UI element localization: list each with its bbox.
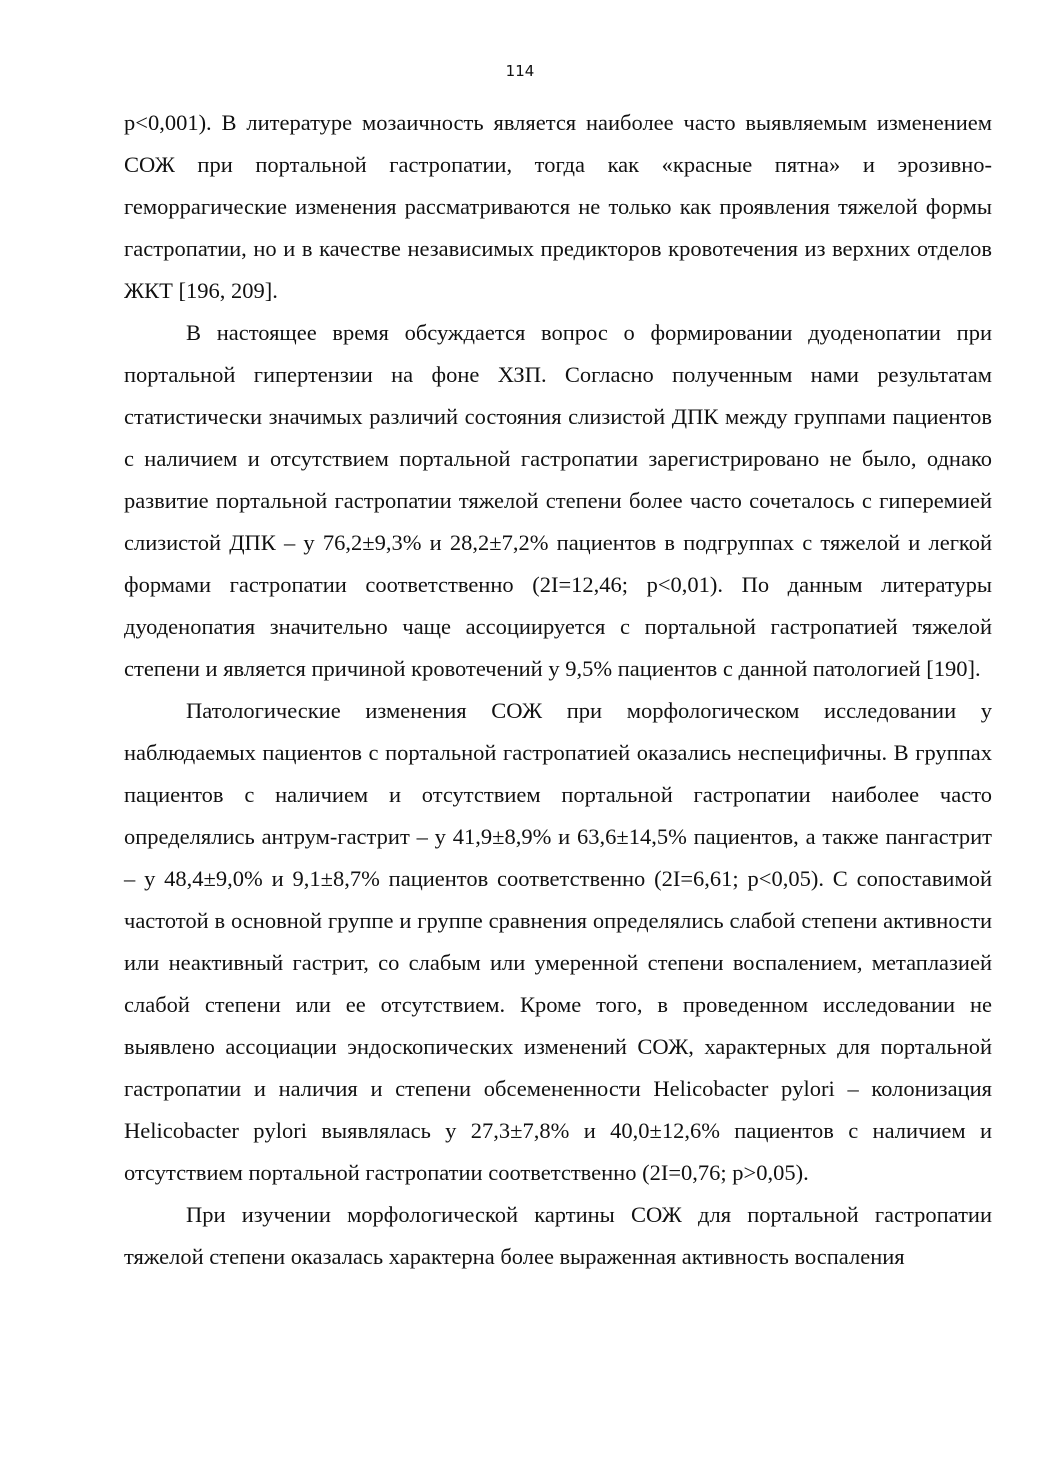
paragraph-1: p<0,001). В литературе мозаичность является наиболее часто выявляемым изменением СОЖ при портальной гастропатии, тогда как «красные пятна» и эрозивно-геморрагические изменения рассматриваются не только как проявления тяжелой формы гастропатии, но и в качестве независимых предикторов кровотечения из верхних отделов ЖКТ [196, 209]. (124, 110, 992, 303)
paragraph-3: Патологические изменения СОЖ при морфологическом исследовании у наблюдаемых пациентов с портальной гастропатией оказались неспецифичны. В группах пациентов с наличием и отсутствием портальной гастропатии наиболее часто определялись антрум-гастрит – у 41,9±8,9% и 63,6±14,5% пациентов, а также пангастрит – у 48,4±9,0% и 9,1±8,7% пациентов соответственно (2I=6,61; p<0,05). С сопоставимой частотой в основной группе и группе сравнения определялись слабой степени активности или неактивный гастрит, со слабым или умеренной степени воспалением, метаплазией слабой степени или ее отсутствием. Кроме того, в проведенном исследовании не выявлено ассоциации эндоскопических изменений СОЖ, характерных для портальной гастропатии и наличия и степени обсемененности Helicobacter pylori – колонизация Helicobacter pylori выявлялась у 27,3±7,8% и 40,0±12,6% пациентов с наличием и отсутствием портальной гастропатии соответственно (2I=0,76; p>0,05). (124, 698, 992, 1185)
body-text (124, 102, 992, 1278)
page-number: 114 (505, 62, 535, 80)
paragraph-4: При изучении морфологической картины СОЖ для портальной гастропатии тяжелой степени оказалась характерна более выраженная активность воспаления (124, 1202, 992, 1269)
paragraph-2: В настоящее время обсуждается вопрос о формировании дуоденопатии при портальной гипертензии на фоне ХЗП. Согласно полученным нами результатам статистически значимых различий состояния слизистой ДПК между группами пациентов с наличием и отсутствием портальной гастропатии зарегистрировано не было, однако развитие портальной гастропатии тяжелой степени более часто сочеталось с гиперемией слизистой ДПК – у 76,2±9,3% и 28,2±7,2% пациентов в подгруппах с тяжелой и легкой формами гастропатии соответственно (2I=12,46; p<0,01). По данным литературы дуоденопатия значительно чаще ассоциируется с портальной гастропатией тяжелой степени и является причиной кровотечений у 9,5% пациентов с данной патологией [190]. (124, 320, 992, 681)
